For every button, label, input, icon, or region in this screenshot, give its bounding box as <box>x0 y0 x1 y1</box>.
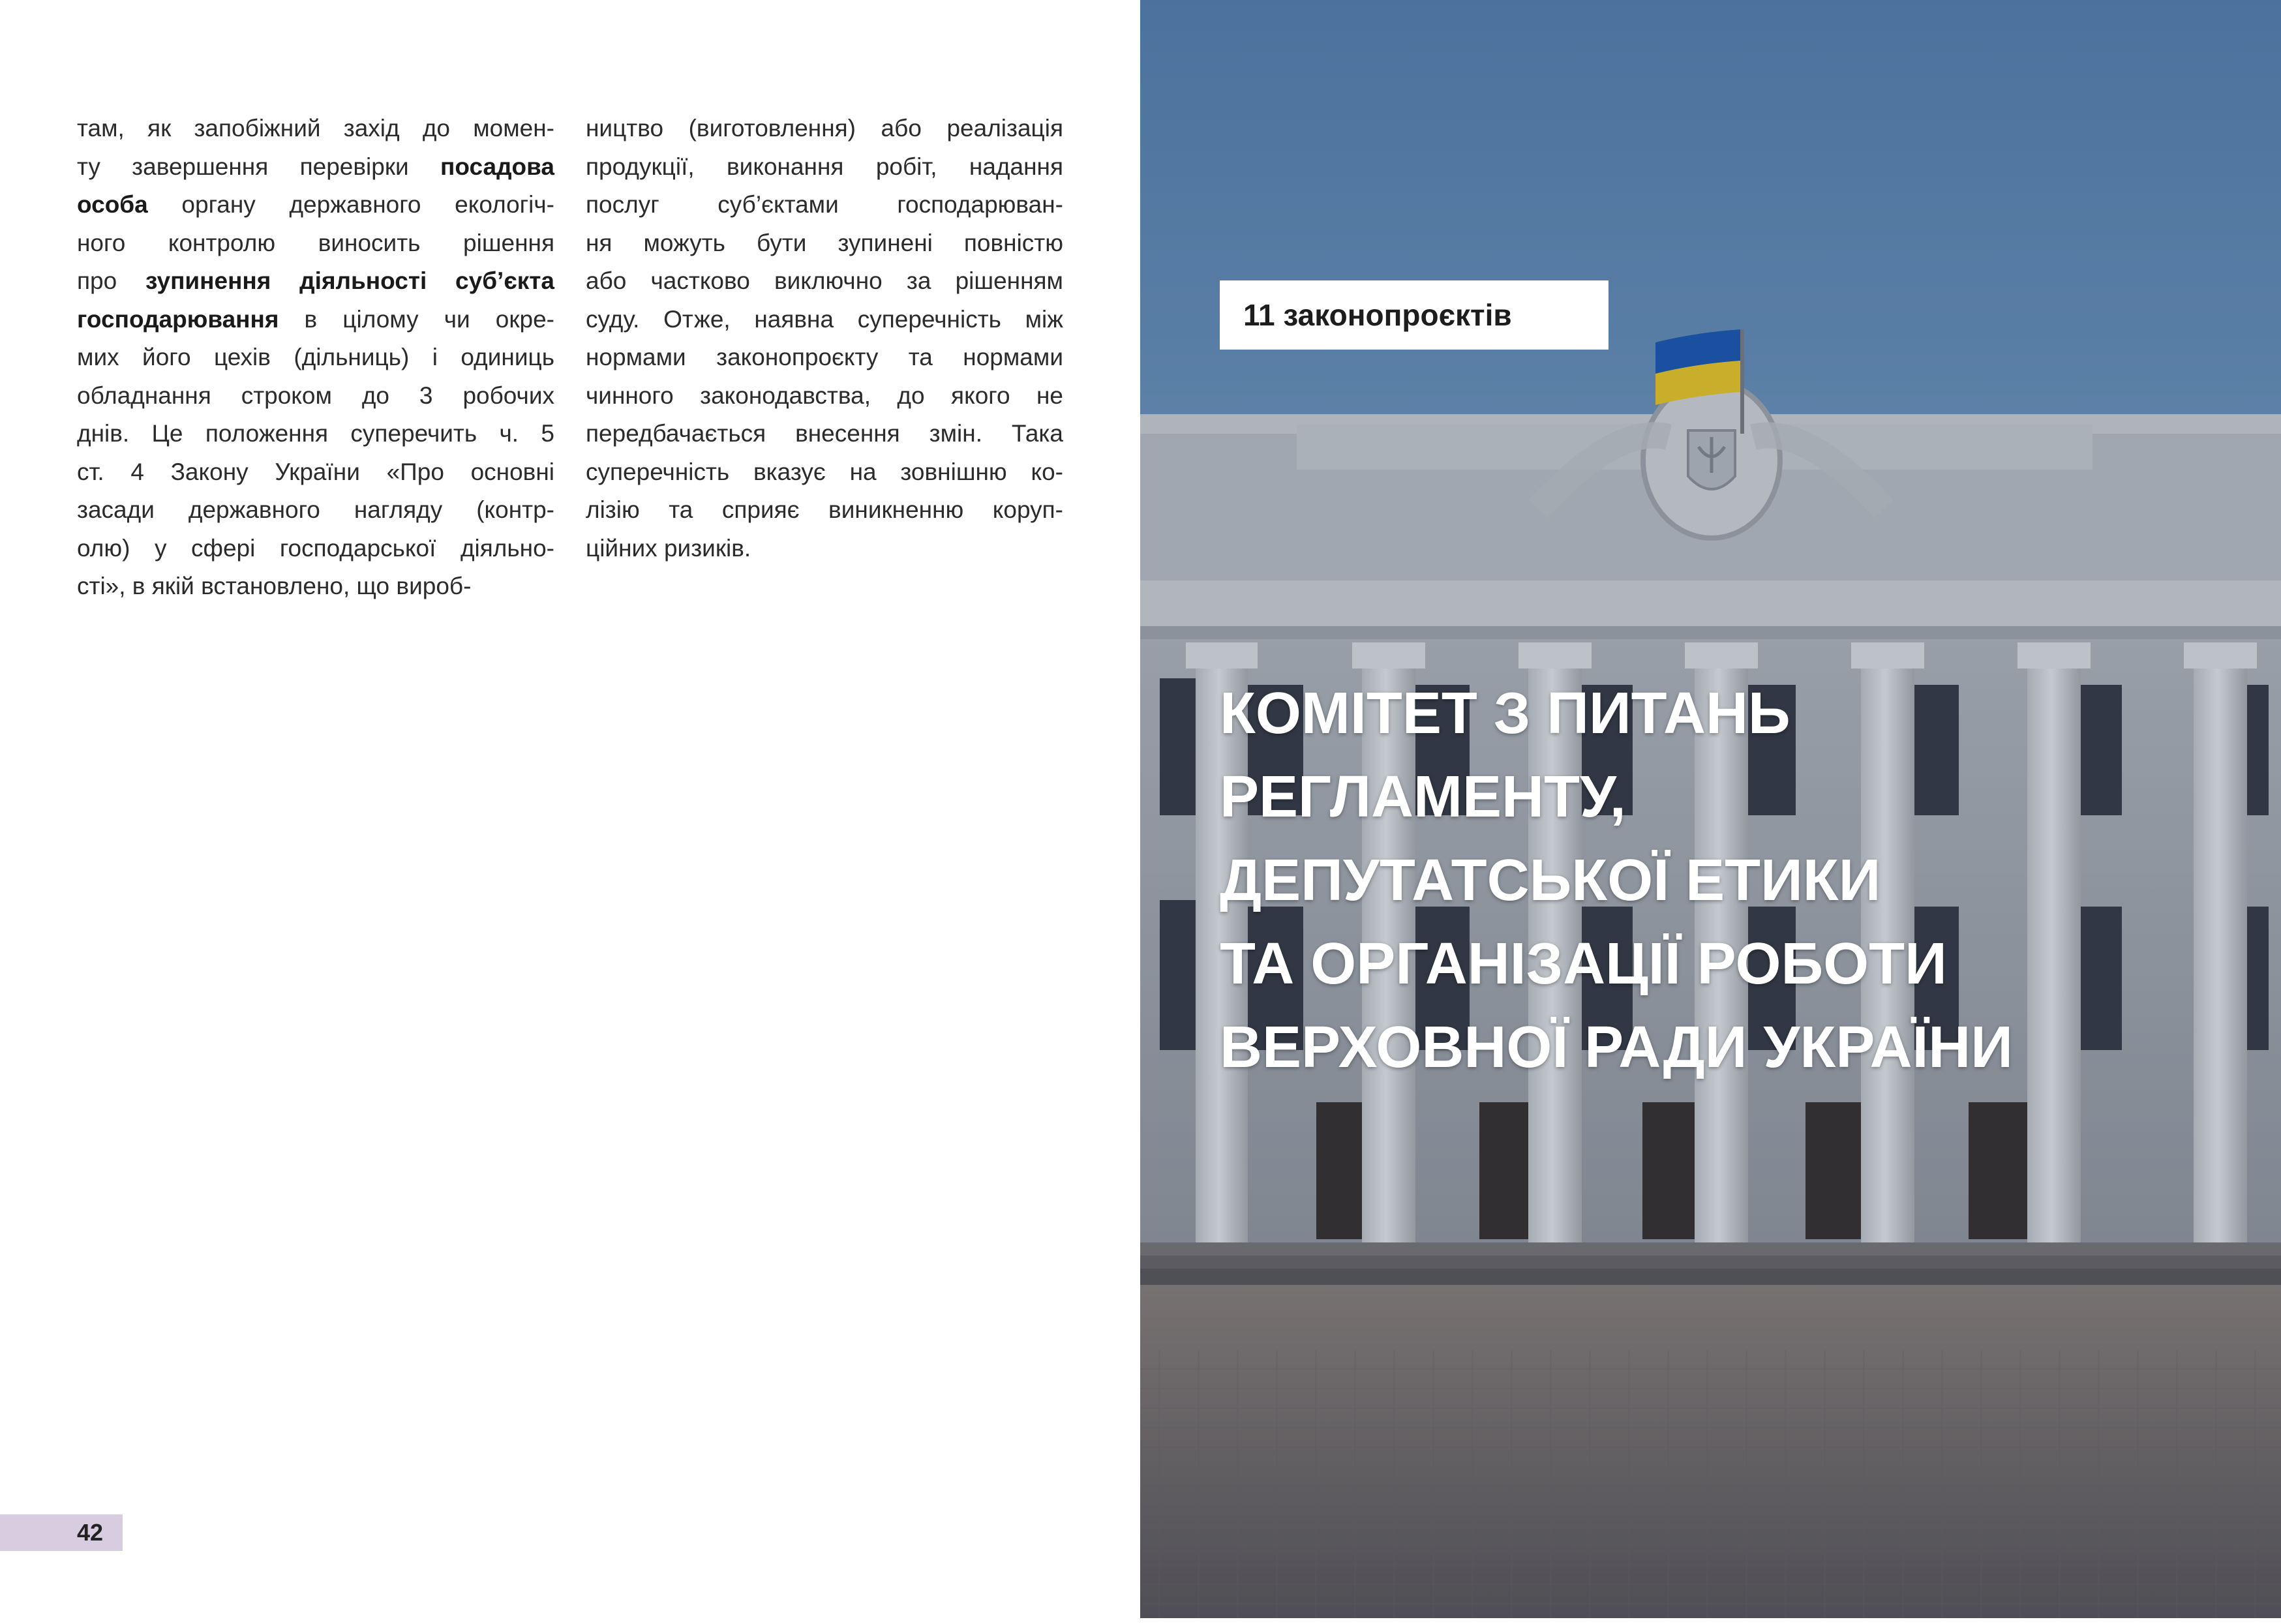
text-segment: лізію та сприяє виникненню коруп- <box>586 496 1063 523</box>
text-line <box>586 224 1063 263</box>
text-line <box>77 262 554 301</box>
heading-line: КОМІТЕТ З ПИТАНЬ <box>1220 681 1790 746</box>
text-segment: ту завершення перевірки <box>77 153 440 180</box>
text-line <box>77 567 554 606</box>
text-line <box>77 338 554 377</box>
bold-text: посадова <box>440 153 554 180</box>
text-segment: сті», в якій встановлено, що вироб- <box>77 573 472 599</box>
bold-text: зупинення діяльності суб’єкта <box>145 267 554 294</box>
text-segment: там, як запобіжний захід до момен- <box>77 115 554 142</box>
page-number-background <box>0 1514 123 1551</box>
text-line <box>586 338 1063 377</box>
text-line <box>586 491 1063 530</box>
text-line <box>77 148 554 187</box>
text-column-1 <box>77 110 554 606</box>
text-segment: чинного законодавства, до якого не <box>586 382 1063 409</box>
text-line <box>586 262 1063 301</box>
text-column-2 <box>586 110 1063 567</box>
text-segment: ня можуть бути зупинені повністю <box>586 229 1063 256</box>
text-segment: в цілому чи окре- <box>279 305 554 333</box>
heading-line: РЕГЛАМЕНТУ, <box>1220 764 1626 830</box>
text-line <box>586 453 1063 492</box>
text-segment: ційних ризиків. <box>586 534 751 562</box>
text-line <box>586 530 1063 568</box>
text-line <box>586 186 1063 224</box>
text-segment: ного контролю виносить рішення <box>77 229 554 256</box>
heading-line: ТА ОРГАНІЗАЦІЇ РОБОТИ <box>1220 931 1947 997</box>
text-line <box>77 301 554 339</box>
text-line <box>586 110 1063 148</box>
text-segment: ництво (виготовлення) або реалізація <box>586 115 1063 142</box>
text-line <box>586 415 1063 453</box>
text-line <box>77 453 554 492</box>
bold-text: господарювання <box>77 305 279 333</box>
text-line <box>77 530 554 568</box>
text-segment: або частково виключно за рішенням <box>586 267 1063 294</box>
text-line <box>586 377 1063 415</box>
text-segment: мих його цехів (дільниць) і одиниць <box>77 344 554 370</box>
text-line <box>77 186 554 224</box>
bold-text: особа <box>77 191 148 218</box>
text-segment: передбачається внесення змін. Така <box>586 420 1063 447</box>
text-line <box>77 415 554 453</box>
text-line <box>586 148 1063 187</box>
text-segment: продукції, виконання робіт, надання <box>586 153 1063 180</box>
text-segment: суперечність вказує на зовнішню ко- <box>586 458 1063 485</box>
text-line <box>77 224 554 263</box>
text-segment: про <box>77 267 146 294</box>
left-page <box>0 0 1140 1618</box>
page-number: 42 <box>77 1519 104 1546</box>
text-line <box>77 110 554 148</box>
text-segment: олю) у сфері господарської діяльно- <box>77 534 554 562</box>
heading-line: ДЕПУТАТСЬКОЇ ЕТИКИ <box>1220 848 1881 913</box>
text-line <box>77 377 554 415</box>
text-segment: днів. Це положення суперечить ч. 5 <box>77 420 554 447</box>
text-segment: обладнання строком до 3 робочих <box>77 382 554 409</box>
text-segment: органу державного екологіч- <box>147 191 554 218</box>
text-segment: ст. 4 Закону України «Про основні <box>77 458 554 485</box>
committee-heading <box>1220 672 2237 1089</box>
text-line <box>586 301 1063 339</box>
text-segment: послуг суб’єктами господарюван- <box>586 191 1063 218</box>
text-segment: засади державного нагляду (контр- <box>77 496 554 523</box>
bill-count-badge: 11 законопроєктів <box>1220 280 1609 350</box>
heading-line: ВЕРХОВНОЇ РАДИ УКРАЇНИ <box>1220 1015 2013 1080</box>
text-line <box>77 491 554 530</box>
text-segment: нормами законопроєкту та нормами <box>586 344 1063 370</box>
text-segment: суду. Отже, наявна суперечність між <box>586 305 1063 333</box>
